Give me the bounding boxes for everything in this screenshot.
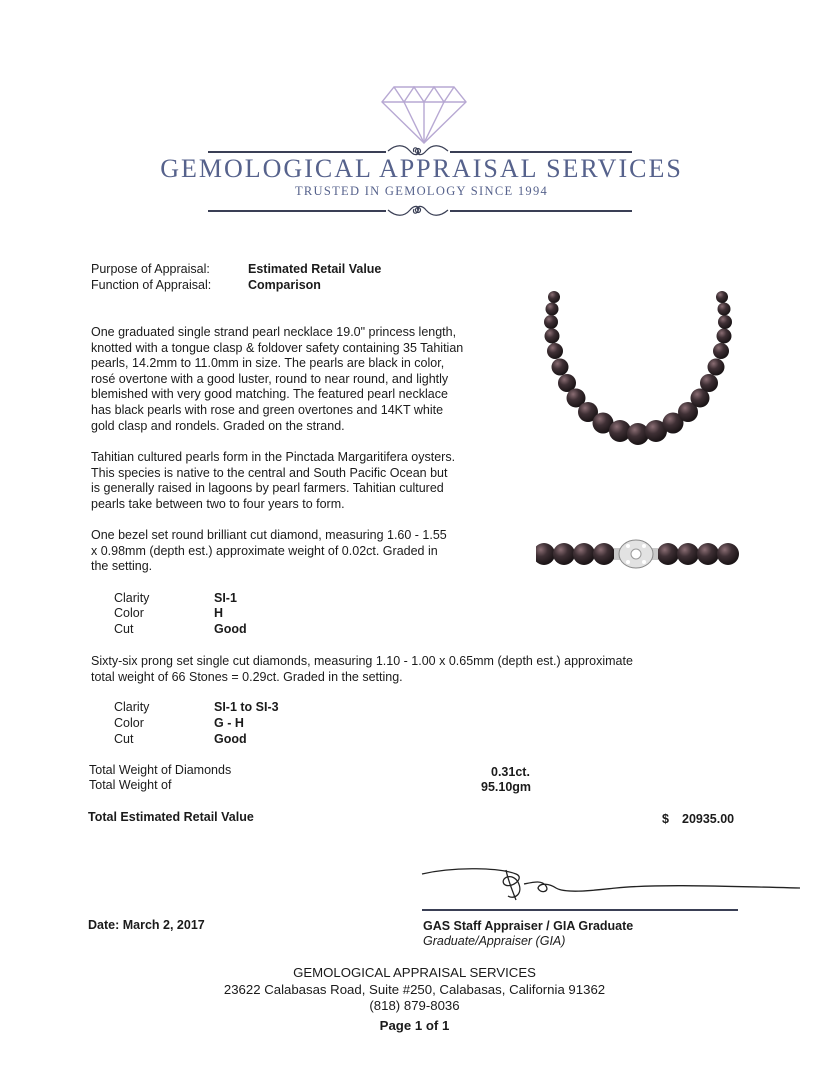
appraiser-credential: Graduate/Appraiser (GIA): [423, 934, 566, 948]
total-weight-value: 95.10gm: [481, 780, 532, 794]
description-line: One graduated single strand pearl necklace 19.0" princess length,: [91, 325, 457, 339]
purpose-value: Estimated Retail Value: [248, 262, 382, 276]
footer-address: 23622 Calabasas Road, Suite #250, Calabasas, California 91362: [223, 982, 606, 997]
total-diamonds-value: 0.31ct.: [491, 765, 530, 779]
pearl-description: [91, 325, 511, 434]
diamond-logo-icon: [380, 84, 468, 146]
pearl-clasp-image: [536, 534, 740, 576]
company-tagline: TRUSTED IN GEMOLOGY SINCE 1994: [294, 184, 549, 198]
total-weight-label: Total Weight of: [89, 778, 172, 792]
description-line: the setting.: [91, 559, 153, 574]
cut-value: Good: [214, 732, 247, 746]
header-bottom-line-right: [450, 210, 632, 212]
pearl-necklace-image: [532, 285, 742, 475]
retail-value: 20935.00: [682, 812, 735, 826]
function-value: Comparison: [248, 278, 321, 292]
header-top-line: [208, 151, 386, 153]
description-line: total weight of 66 Stones = 0.29ct. Graded in the setting.: [91, 669, 403, 684]
retail-value-label: Total Estimated Retail Value: [88, 810, 254, 824]
description-line: One bezel set round brilliant cut diamond, measuring 1.60 - 1.55: [91, 528, 447, 542]
appraisal-date: Date: March 2, 2017: [88, 918, 205, 932]
description-line: pearls take between two to four years to form.: [91, 496, 345, 511]
page-number: Page 1 of 1: [379, 1018, 450, 1033]
ornament-bottom-icon: [386, 201, 450, 219]
description-line: blemished with very good matching. The featured pearl necklace: [91, 387, 448, 402]
description-line: is generally raised in lagoons by pearl farmers. Tahitian cultured: [91, 481, 444, 496]
description-line: pearls, 14.2mm to 11.0mm in size. The pearls are black in color,: [91, 356, 445, 371]
prong-description: [91, 654, 731, 685]
appraiser-name: GAS Staff Appraiser / GIA Graduate: [423, 919, 634, 933]
clarity-label: Clarity: [114, 700, 150, 714]
appraiser-signature-image: [416, 860, 806, 910]
description-line: knotted with a tongue clasp & foldover safety containing 35 Tahitian: [91, 340, 464, 355]
company-title: GEMOLOGICAL APPRAISAL SERVICES: [160, 154, 683, 183]
color-label: Color: [114, 606, 144, 620]
description-line: rosé overtone with a good luster, round to near round, and lightly: [91, 371, 449, 386]
footer-company: GEMOLOGICAL APPRAISAL SERVICES: [293, 965, 536, 980]
signature-line: [422, 909, 738, 911]
description-line: x 0.98mm (depth est.) approximate weight of 0.02ct. Graded in: [91, 543, 438, 558]
cut-label: Cut: [114, 732, 134, 746]
currency-symbol: $: [662, 812, 669, 826]
description-line: This species is native to the central and South Pacific Ocean but: [91, 465, 448, 480]
description-line: has black pearls with rose and green overtones and 14KT white: [91, 402, 444, 417]
color-value: H: [214, 606, 224, 620]
cut-label: Cut: [114, 622, 134, 636]
description-line: gold clasp and rondels. Graded on the strand.: [91, 418, 345, 433]
header-bottom-line: [208, 210, 386, 212]
color-label: Color: [114, 716, 144, 730]
purpose-label: Purpose of Appraisal:: [91, 262, 210, 276]
tahitian-description: [91, 450, 511, 512]
description-line: Tahitian cultured pearls form in the Pinctada Margaritifera oysters.: [91, 450, 456, 464]
footer-phone: (818) 879-8036: [369, 998, 460, 1013]
function-label: Function of Appraisal:: [91, 278, 212, 292]
cut-value: Good: [214, 622, 247, 636]
clarity-value: SI-1: [214, 591, 237, 605]
color-value: G - H: [214, 716, 244, 730]
bezel-description: [91, 528, 511, 575]
description-line: Sixty-six prong set single cut diamonds, measuring 1.10 - 1.00 x 0.65mm (depth est.) approximate: [91, 654, 633, 668]
header-top-line-right: [450, 151, 632, 153]
clarity-value: SI-1 to SI-3: [214, 700, 279, 714]
total-diamonds-label: Total Weight of Diamonds: [89, 763, 232, 777]
clarity-label: Clarity: [114, 591, 150, 605]
